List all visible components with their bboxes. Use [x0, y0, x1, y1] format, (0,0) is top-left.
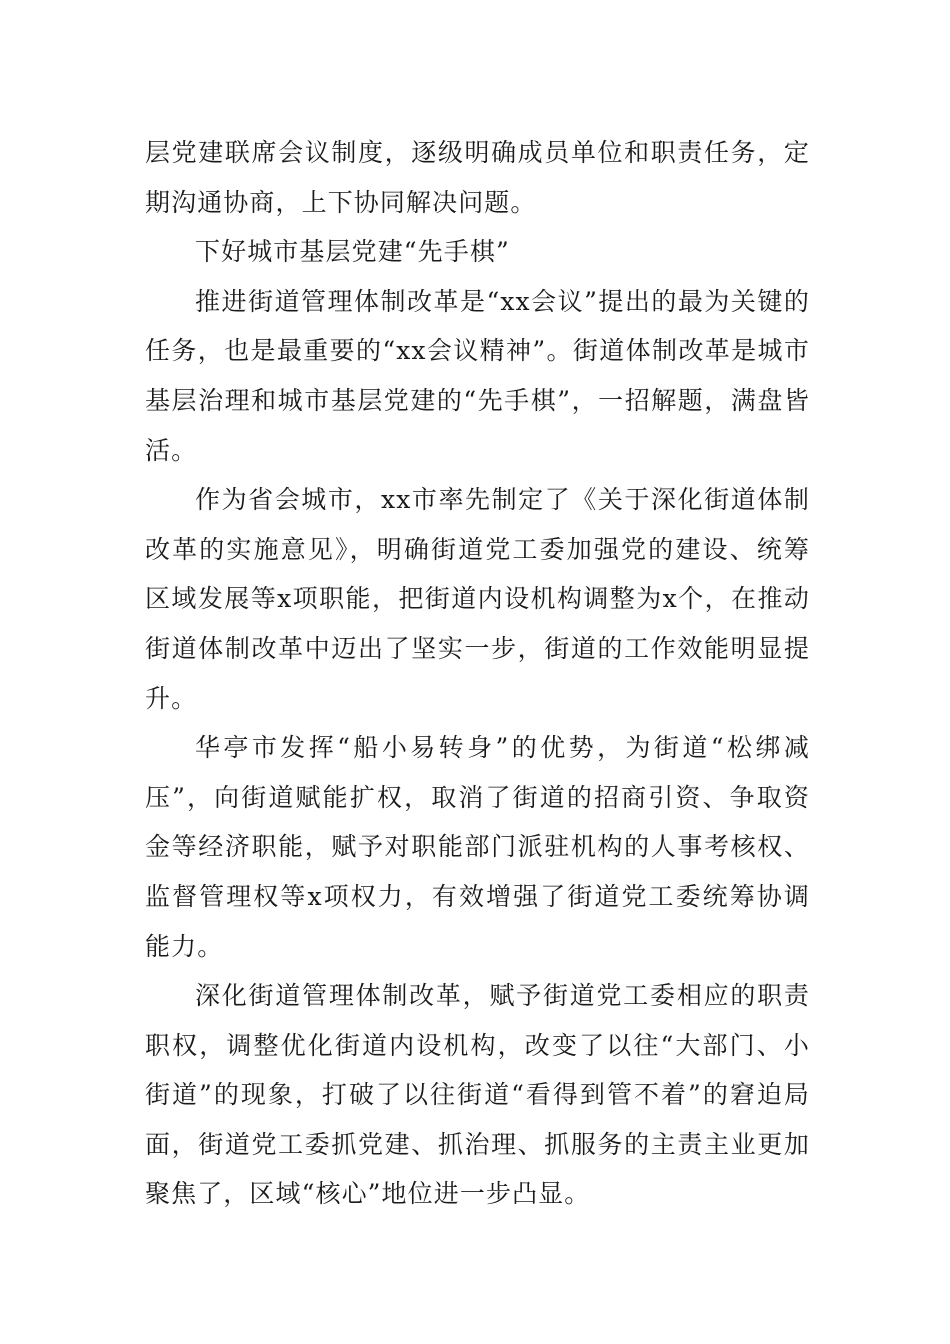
paragraph-huating: 华亭市发挥“船小易转身”的优势，为街道“松绑减压”，向街道赋能扩权，取消了街道的招商引资、争取资金等经济职能，赋予对职能部门派驻机构的人事考核权、监督管理权等x项权力，有效增强了街道党工委统筹协调能力。 [145, 733, 810, 961]
paragraph-reform-key-task: 推进街道管理体制改革是“xx会议”提出的最为关键的任务，也是最重要的“xx会议精神”。街道体制改革是城市基层治理和城市基层党建的“先手棋”，一招解题，满盘皆活。 [145, 286, 810, 465]
section-heading: 下好城市基层党建“先手棋” [195, 237, 510, 267]
paragraph-deepen-reform: 深化街道管理体制改革，赋予街道党工委相应的职责职权，调整优化街道内设机构，改变了以往“大部门、小街道”的现象，打破了以往街道“看得到管不着”的窘迫局面，街道党工委抓党建、抓治理、抓服务的主责主业更加聚焦了，区域“核心”地位进一步凸显。 [145, 981, 810, 1209]
paragraph-provincial-capital: 作为省会城市，xx市率先制定了《关于深化街道体制改革的实施意见》，明确街道党工委加强党的建设、统筹区域发展等x项职能，把街道内设机构调整为x个，在推动街道体制改革中迈出了坚实一步，街道的工作效能明显提升。 [145, 485, 810, 713]
paragraph-continuation: 层党建联席会议制度，逐级明确成员单位和职责任务，定期沟通协商，上下协同解决问题。 [145, 138, 810, 217]
document-body [145, 128, 810, 1219]
